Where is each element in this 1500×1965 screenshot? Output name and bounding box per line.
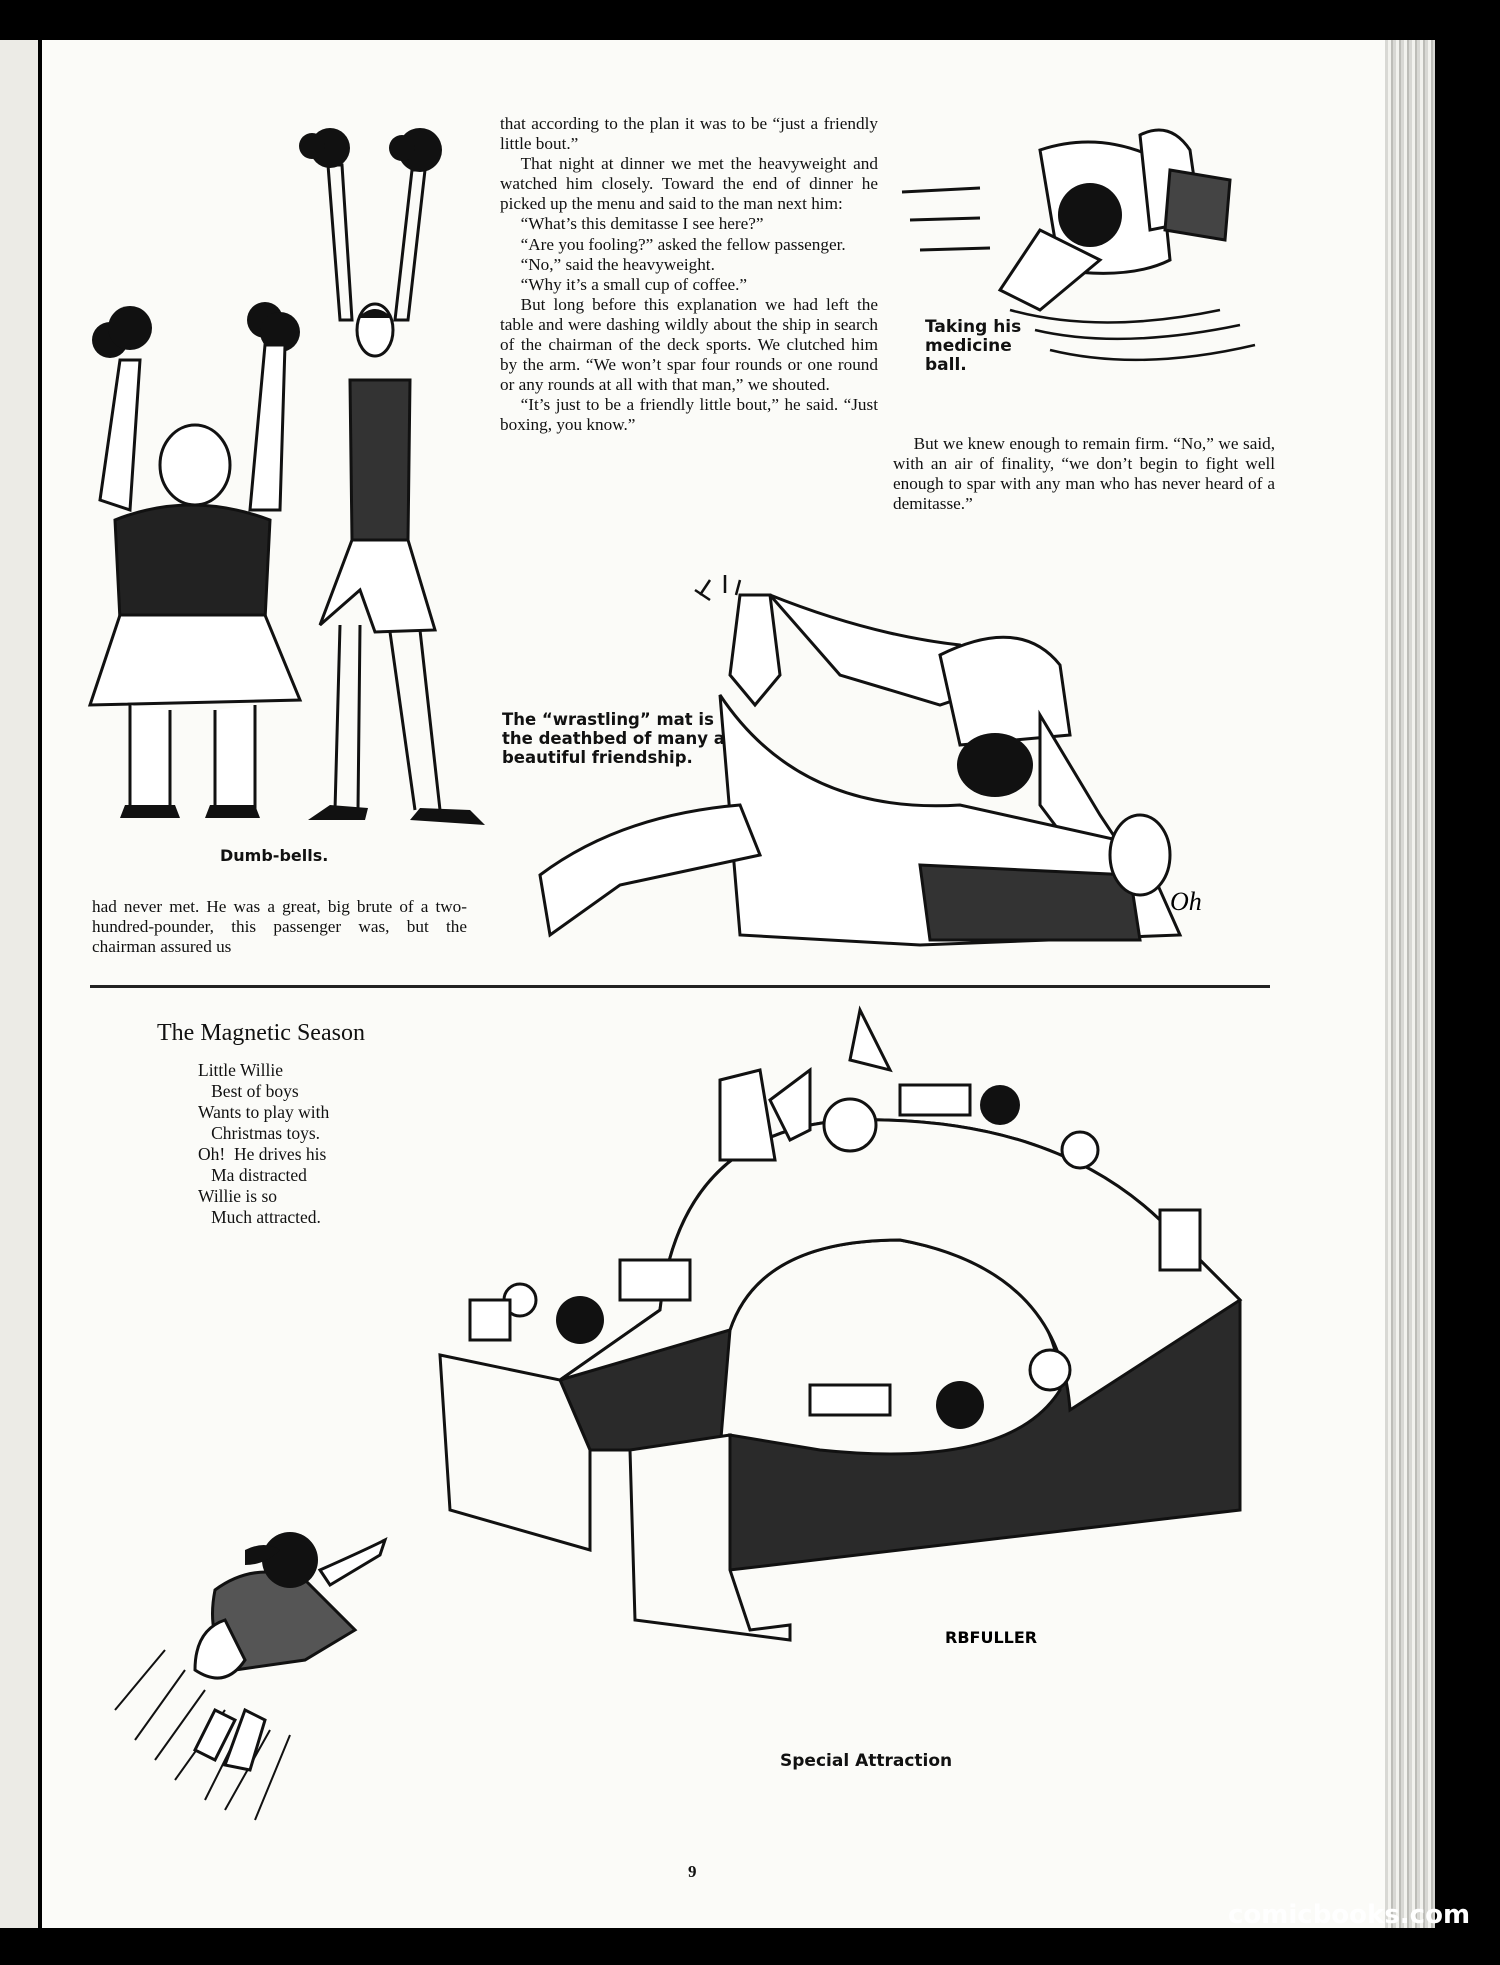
section-divider — [90, 985, 1270, 988]
paragraph: But we knew enough to remain firm. “No,” we said, with an air of finality, “we don’t begin to fight well enough to spar with any man who has never heard of a demitasse.” — [893, 434, 1275, 514]
paragraph: “Why it’s a small cup of coffee.” — [520, 274, 747, 294]
article-column-middle — [500, 114, 878, 436]
signature: RBFULLER — [945, 1628, 1038, 1647]
caption-medicine-ball: Taking his medicine ball. — [925, 317, 1022, 375]
paragraph: “No,” said the heavyweight. — [520, 254, 715, 274]
paragraph: “What’s this demitasse I see here?” — [520, 214, 764, 234]
facing-page-edge — [0, 40, 38, 1928]
caption-special-attraction: Special Attraction — [780, 1751, 953, 1771]
paragraph: “Are you fooling?” asked the fellow passenger. — [520, 234, 846, 254]
page-stack-edge — [1385, 40, 1435, 1928]
magnet-toys-illustration — [430, 1010, 1260, 1647]
watermark: comicbooks.com — [1228, 1900, 1471, 1930]
svg-text:Oh: Oh — [1170, 887, 1202, 916]
paragraph: “It’s just to be a friendly little bout,” he said. “Just boxing, you know.” — [500, 395, 878, 435]
dumbbells-illustration — [90, 120, 490, 840]
poem-title: The Magnetic Season — [157, 1020, 365, 1046]
poem-body: Little Willie Best of boys Wants to play with Christmas toys. Oh! He drives his Ma distracted Willie is so Much attracted. — [198, 1060, 330, 1227]
paragraph: But long before this explanation we had left the table and were dashing wildly about the ship in search of the chairman of the deck sports. We clutched him by the arm. “We won’t spar four rounds or one round or any rounds at all with that man,” we shouted. — [500, 294, 878, 395]
caption-dumbbells: Dumb-bells. — [220, 846, 329, 865]
willie-figure-illustration — [95, 1510, 475, 1830]
article-column-left-bottom — [92, 897, 467, 957]
page-number: 9 — [688, 1862, 697, 1881]
paragraph: had never met. He was a great, big brute of a two-hundred-pounder, this passenger was, but the chairman assured us — [92, 897, 467, 957]
caption-wrestling: The “wrastling” mat is the deathbed of many a beautiful friendship. — [502, 710, 725, 767]
article-column-right — [893, 434, 1275, 514]
paragraph: that according to the plan it was to be “just a friendly little bout.” — [500, 114, 878, 154]
paragraph: That night at dinner we met the heavyweight and watched him closely. Toward the end of dinner he picked up the menu and said to the man next him: — [500, 154, 878, 214]
